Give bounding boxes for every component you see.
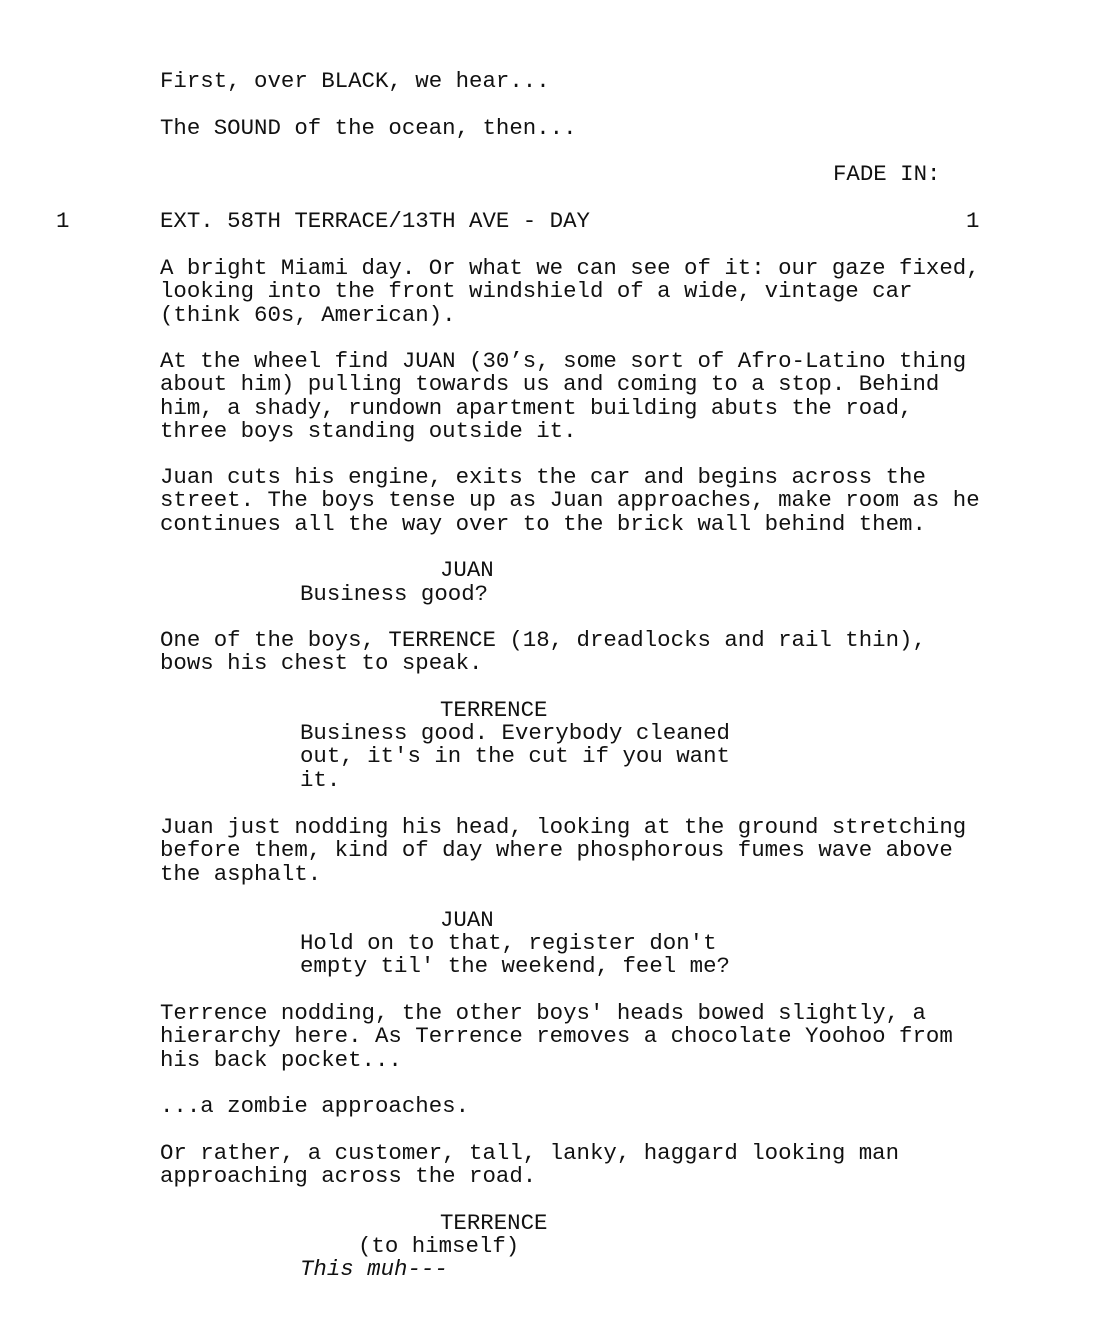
dialogue-line: Business good? [300, 581, 489, 607]
transition: FADE IN: [833, 161, 941, 187]
action-paragraph: ...a zombie approaches. [160, 1093, 470, 1119]
action-paragraph: Or rather, a customer, tall, lanky, haggard looking man approaching across the road. [160, 1140, 900, 1190]
opening-line: First, over BLACK, we hear... [160, 68, 550, 94]
dialogue-line: Hold on to that, register don't empty til' the weekend, feel me? [300, 930, 730, 980]
scene-heading: EXT. 58TH TERRACE/13TH AVE - DAY [160, 208, 590, 234]
character-name: JUAN [440, 907, 494, 933]
scene-number-left: 1 [56, 208, 70, 234]
action-paragraph: A bright Miami day. Or what we can see of it: our gaze fixed, looking into the front windshield of a wide, vintage car (think 60s, American). [160, 255, 980, 328]
action-paragraph: One of the boys, TERRENCE (18, dreadlocks and rail thin), bows his chest to speak. [160, 627, 926, 677]
action-paragraph: At the wheel find JUAN (30’s, some sort of Afro-Latino thing about him) pulling towards us and coming to a stop. Behind him, a shady, rundown apartment building abuts the road, three boys standing outside it. [160, 348, 967, 444]
dialogue-line: This muh--- [300, 1256, 448, 1282]
dialogue-line: Business good. Everybody cleaned out, it's in the cut if you want it. [300, 720, 730, 793]
character-name: TERRENCE [440, 697, 548, 723]
action-paragraph: Juan just nodding his head, looking at the ground stretching before them, kind of day where phosphorous fumes wave above the asphalt. [160, 814, 967, 887]
character-name: JUAN [440, 557, 494, 583]
parenthetical: (to himself) [358, 1233, 520, 1259]
scene-number-right: 1 [966, 208, 980, 234]
action-paragraph: Terrence nodding, the other boys' heads bowed slightly, a hierarchy here. As Terrence removes a chocolate Yoohoo from his back pocket... [160, 1000, 953, 1073]
opening-line: The SOUND of the ocean, then... [160, 115, 577, 141]
character-name: TERRENCE [440, 1210, 548, 1236]
action-paragraph: Juan cuts his engine, exits the car and begins across the street. The boys tense up as Juan approaches, make room as he continues all the way over to the brick wall behind them. [160, 464, 980, 537]
